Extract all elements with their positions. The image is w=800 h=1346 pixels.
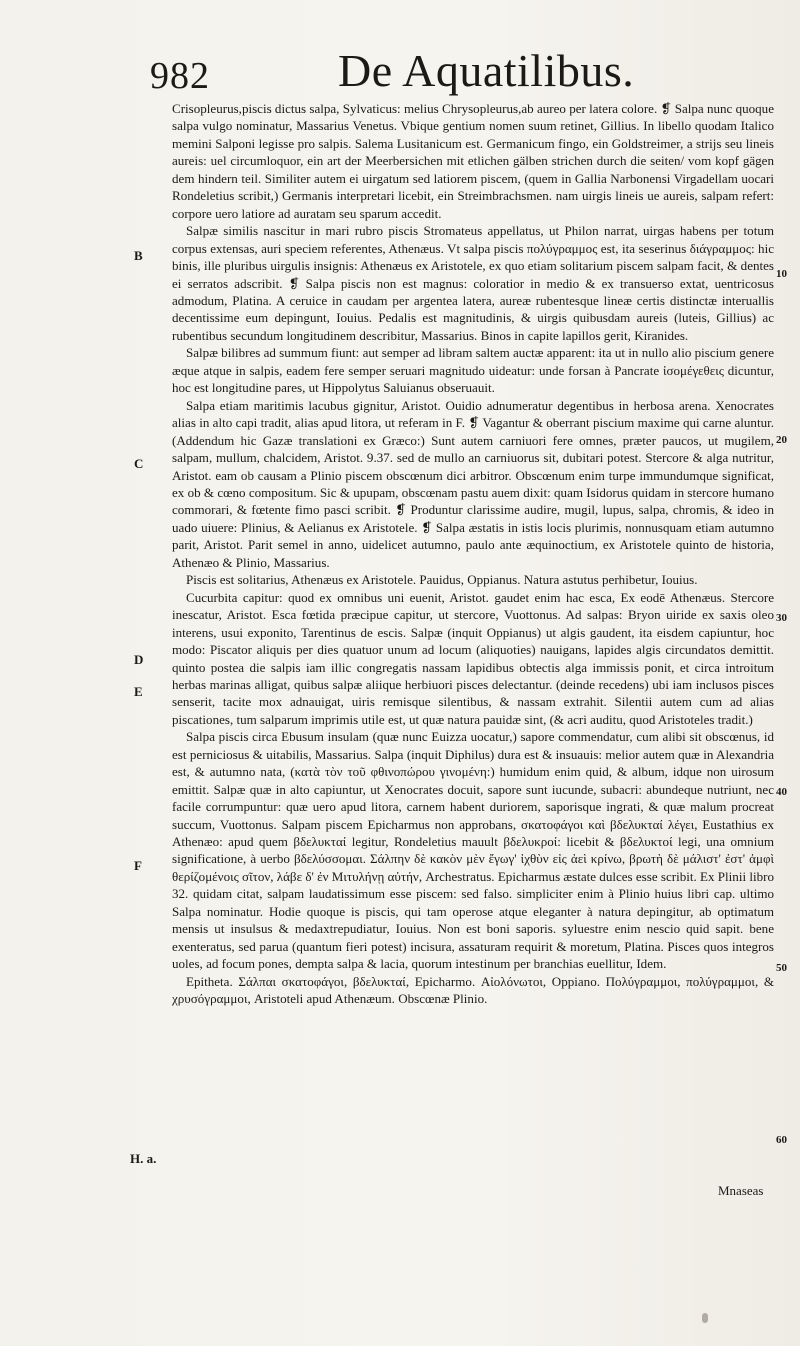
line-number-50: 50 [776, 962, 787, 974]
margin-letter-e: E [134, 684, 143, 699]
line-number-10: 10 [776, 268, 787, 280]
line-number-20: 20 [776, 434, 787, 446]
paragraph-d: Piscis est solitarius, Athenæus ex Aristotele. Pauidus, Oppianus. Natura astutus perhibetur, Iouius. [186, 572, 698, 588]
line-number-30: 30 [776, 612, 787, 624]
paragraph-f: Salpa piscis circa Ebusum insulam (quæ nunc Euizza uocatur,) sapore commendatur, cum alibi sit obscœnus, id est perniciosus & uitabilis, Massarius. Salpa (inquit Diphilus) dura est & insuauis: melior autem quæ in Alexandria est, & autumno nata, (κατὰ τὸν τοῦ φθινοπώρου γινομένη:) humidum enim quid, & album, idque non uirosum emittit. Salpæ quæ in alto capiuntur, ut Xenocrates docuit, sapore sunt iucunde, subacri: abundeque nutriunt, nec facile corrumpuntur: quæ uero apud litora, carnem habent duriorem, saporisque ingrati, & quæ malum procreat succum, Vuottonus. Salpam piscem Epicharmus non approbans, σκατοφάγοι καὶ βδελυκταί λέγει, Eustathius ex Athenæo: apud quem βδελυκταί legitur, Rondeletius mauult βδελυκροί: licebit & βδελυκτοί legi, una omnium significatione, à uerbo βδελύσσομαι. Σάλπην δὲ κακὸν μὲν ἔγωγ' ἰχθὺν εἰς ἀεὶ κρίνω, βρωτὴ δὲ μάλιστ' ἐστ' ἀμφὶ θερίζομένοις σῖτον, λάβε δ' ἐν Μιτυλήνῃ αὐτήν, Archestratus. Epicharmus æstate dulces esse scribit. Ex Plinii libro 32. quidam citat, salpam laudatissimum esse piscem: sed falso. simpliciter enim à Plinio huius libri cap. ultimo Salpa nominatur. Hodie quoque is piscis, qui tam operose atque eleganter à natura depingitur, ab optimatum mensis ut insulsus & medaxtrepudiatur, Iouius. Non est boni saporis. syluestre enim nescio quid sapit. bene exenteratus, sed parua (quantum fieri potest) incisura, assaturam requirit & moretum, Platina. Pisces quos integros uoles, ad focum pones, dempta salpa & lacia, quorum intestinum per branchias euellitur, Idem. [172, 729, 774, 972]
running-title: De Aquatilibus. [338, 45, 635, 96]
margin-letter-f: F [134, 858, 142, 873]
line-number-60: 60 [776, 1134, 787, 1146]
paragraph-e: Cucurbita capitur: quod ex omnibus uni euenit, Aristot. gaudet enim hac esca, Ex eodē Athenæus. Stercore inescatur, Aristot. Esca fœtida præcipue capitur, ut stercore, Vuottonus. Ad salpas: Bryon uiride ex saxis oleo interens, usui exponito, Tarentinus de escis. Salpæ (inquit Oppianus) ut algis gaudent, ita eisdem capiuntur, hoc modo: Piscator aliquis per dies quatuor unum ad locum (aliquoties) nauigans, lapides algis circundatos demittit. quinto postea die salpis iam illic congregatis nassam lapidibus obtectis alga immissis ponit, et circa introitum herbas marinas alligat, quibus salpæ aliique herbiuori pisces delectantur. (deinde recedens) ubi iam inclusos pisces senserit, tacite mox adnauigat, uiris remisque silentibus, & nassam extrahit. Silentii autem cum ad alias piscationes, tum salparum imprimis utile est, ut quæ natura pauidæ sint, (& acri auditu, quod Aristoteles tradit.) [172, 589, 774, 727]
paragraph-b-continued: Salpæ bilibres ad summum fiunt: aut semper ad libram saltem auctæ apparent: ita ut in nullo alio piscium genere æque atque in salpis, eadem fere semper seruari magnitudo uideatur: unde forsan à Pancrate ἰσομέγεθεις dicuntur, hoc est longitudine pares, ut Hippolytus Saluianus obseruauit. [172, 345, 774, 396]
main-text-block [172, 100, 774, 1008]
catchword: Mnaseas [718, 1183, 764, 1198]
ink-mark [702, 1313, 708, 1323]
paragraph-b: Salpæ similis nascitur in mari rubro piscis Stromateus appellatus, ut Philon narrat, uirgas habens per totum corpus extensas, auri speciem referentes, Athenæus. Vt salpa piscis πολύγραμμος est, ita seserinus διάγραμμος: hic binis, ille pluribus uirgulis insignis: Athenæus ex Aristotele, ex quo etiam solitarium piscem salpam facit, & dentes ei serratos adscribit. ❡ Salpa piscis non est magnus: coloratior in medio & ex transuerso extat, uentricosus admodum, Platina. A ceruice in caudam per argentea latera, aureæ rubentesque lineæ certis distinctæ interuallis decentissime eum depingunt, Iouius. Pedalis est magnitudinis, & uirgis quibusdam aureis (luteis, Gillius) ac rubentibus secundum longitudinem describitur, Massarius. Binos in capite lapillos gerit, Kiranides. [172, 223, 774, 343]
paragraph-intro: Crisopleurus,piscis dictus salpa, Sylvaticus: melius Chrysopleurus,ab aureo per latera colore. ❡ Salpa nunc quoque salpa vulgo nominatur, Massarius Venetus. Vbique gentium nomen suum retinet, Gillius. In libello quodam Italico memini Salponi legisse pro salpis. Salema Lusitanicum est. Germanicum fingo, ein Goldstreimer, a strijs seu lineis aureis: uel circumloquor, ein art der Meerbersichen mit etlichen gälben strichen durch die seiten/ vom kopf gägen dem hindern teil. Similiter autem ei uirgatum sed latiorem piscem, (quem in Gallia Narbonensi Virgadellam uocari Rondeletius scribit,) Germanis interpretari licebit, ein Streimbrachsmen. nam uirgis lineis ue aureis, salpam refert: corpore uero latiore ad auratam seu sparum accedit. [172, 101, 774, 221]
margin-letter-c: C [134, 456, 144, 471]
paragraph-c: Salpa etiam maritimis lacubus gignitur, Aristot. Ouidio adnumeratur degentibus in herbosa arena. Xenocrates alias in alto capi tradit, alias apud litora, ut referam in F. ❡ Vagantur & oberrant piscium maxime qui carne aluntur. (Addendum hic Gazæ translationi ex Græco:) Sunt autem carniuori fere omnes, præter paucos, ut mugilem, salpam, mullum, chalcidem, Aristot. 9.37. sed de mullo an carniuorus sit, dubitari potest. Stercore & alga nutritur, Aristot. eam ob causam a Plinio piscem obscœnum dici arbitror. Obscœnum enim turpe immundumque significat, ex ob & cœno compositum. Sic & upupam, obscœnam pastu auem dixit: quam Isidorus quidam in stercore humano commorari, & fœtente fimo pasci scribit. ❡ Produntur clarissime audire, mugil, lupus, salpa, chromis, & ideo in uado uiuere: Plinius, & Aelianus ex Aristotele. ❡ Salpa æstatis in istis locis plurimis, nonnusquam etiam autumno parit, Aristot. Parit semel in anno, uidelicet autumno, paulo ante æquinoctium, ex Aristotele quinto de historia, Athenæo & Plinio, Massarius. [172, 397, 774, 570]
line-number-40: 40 [776, 786, 787, 798]
page-number: 982 [150, 55, 210, 97]
margin-label-h-a: H. a. [130, 1151, 157, 1166]
margin-letter-d: D [134, 652, 144, 667]
paragraph-h: Epitheta. Σάλπαι σκατοφάγοι, βδελυκταί, Epicharmo. Αἰολόνωτοι, Oppiano. Πολύγραμμοι, πολύγραμμοι, & χρυσόγραμμοι, Aristoteli apud Athenæum. Obscœnæ Plinio. [172, 973, 774, 1007]
margin-letter-b: B [134, 248, 143, 263]
